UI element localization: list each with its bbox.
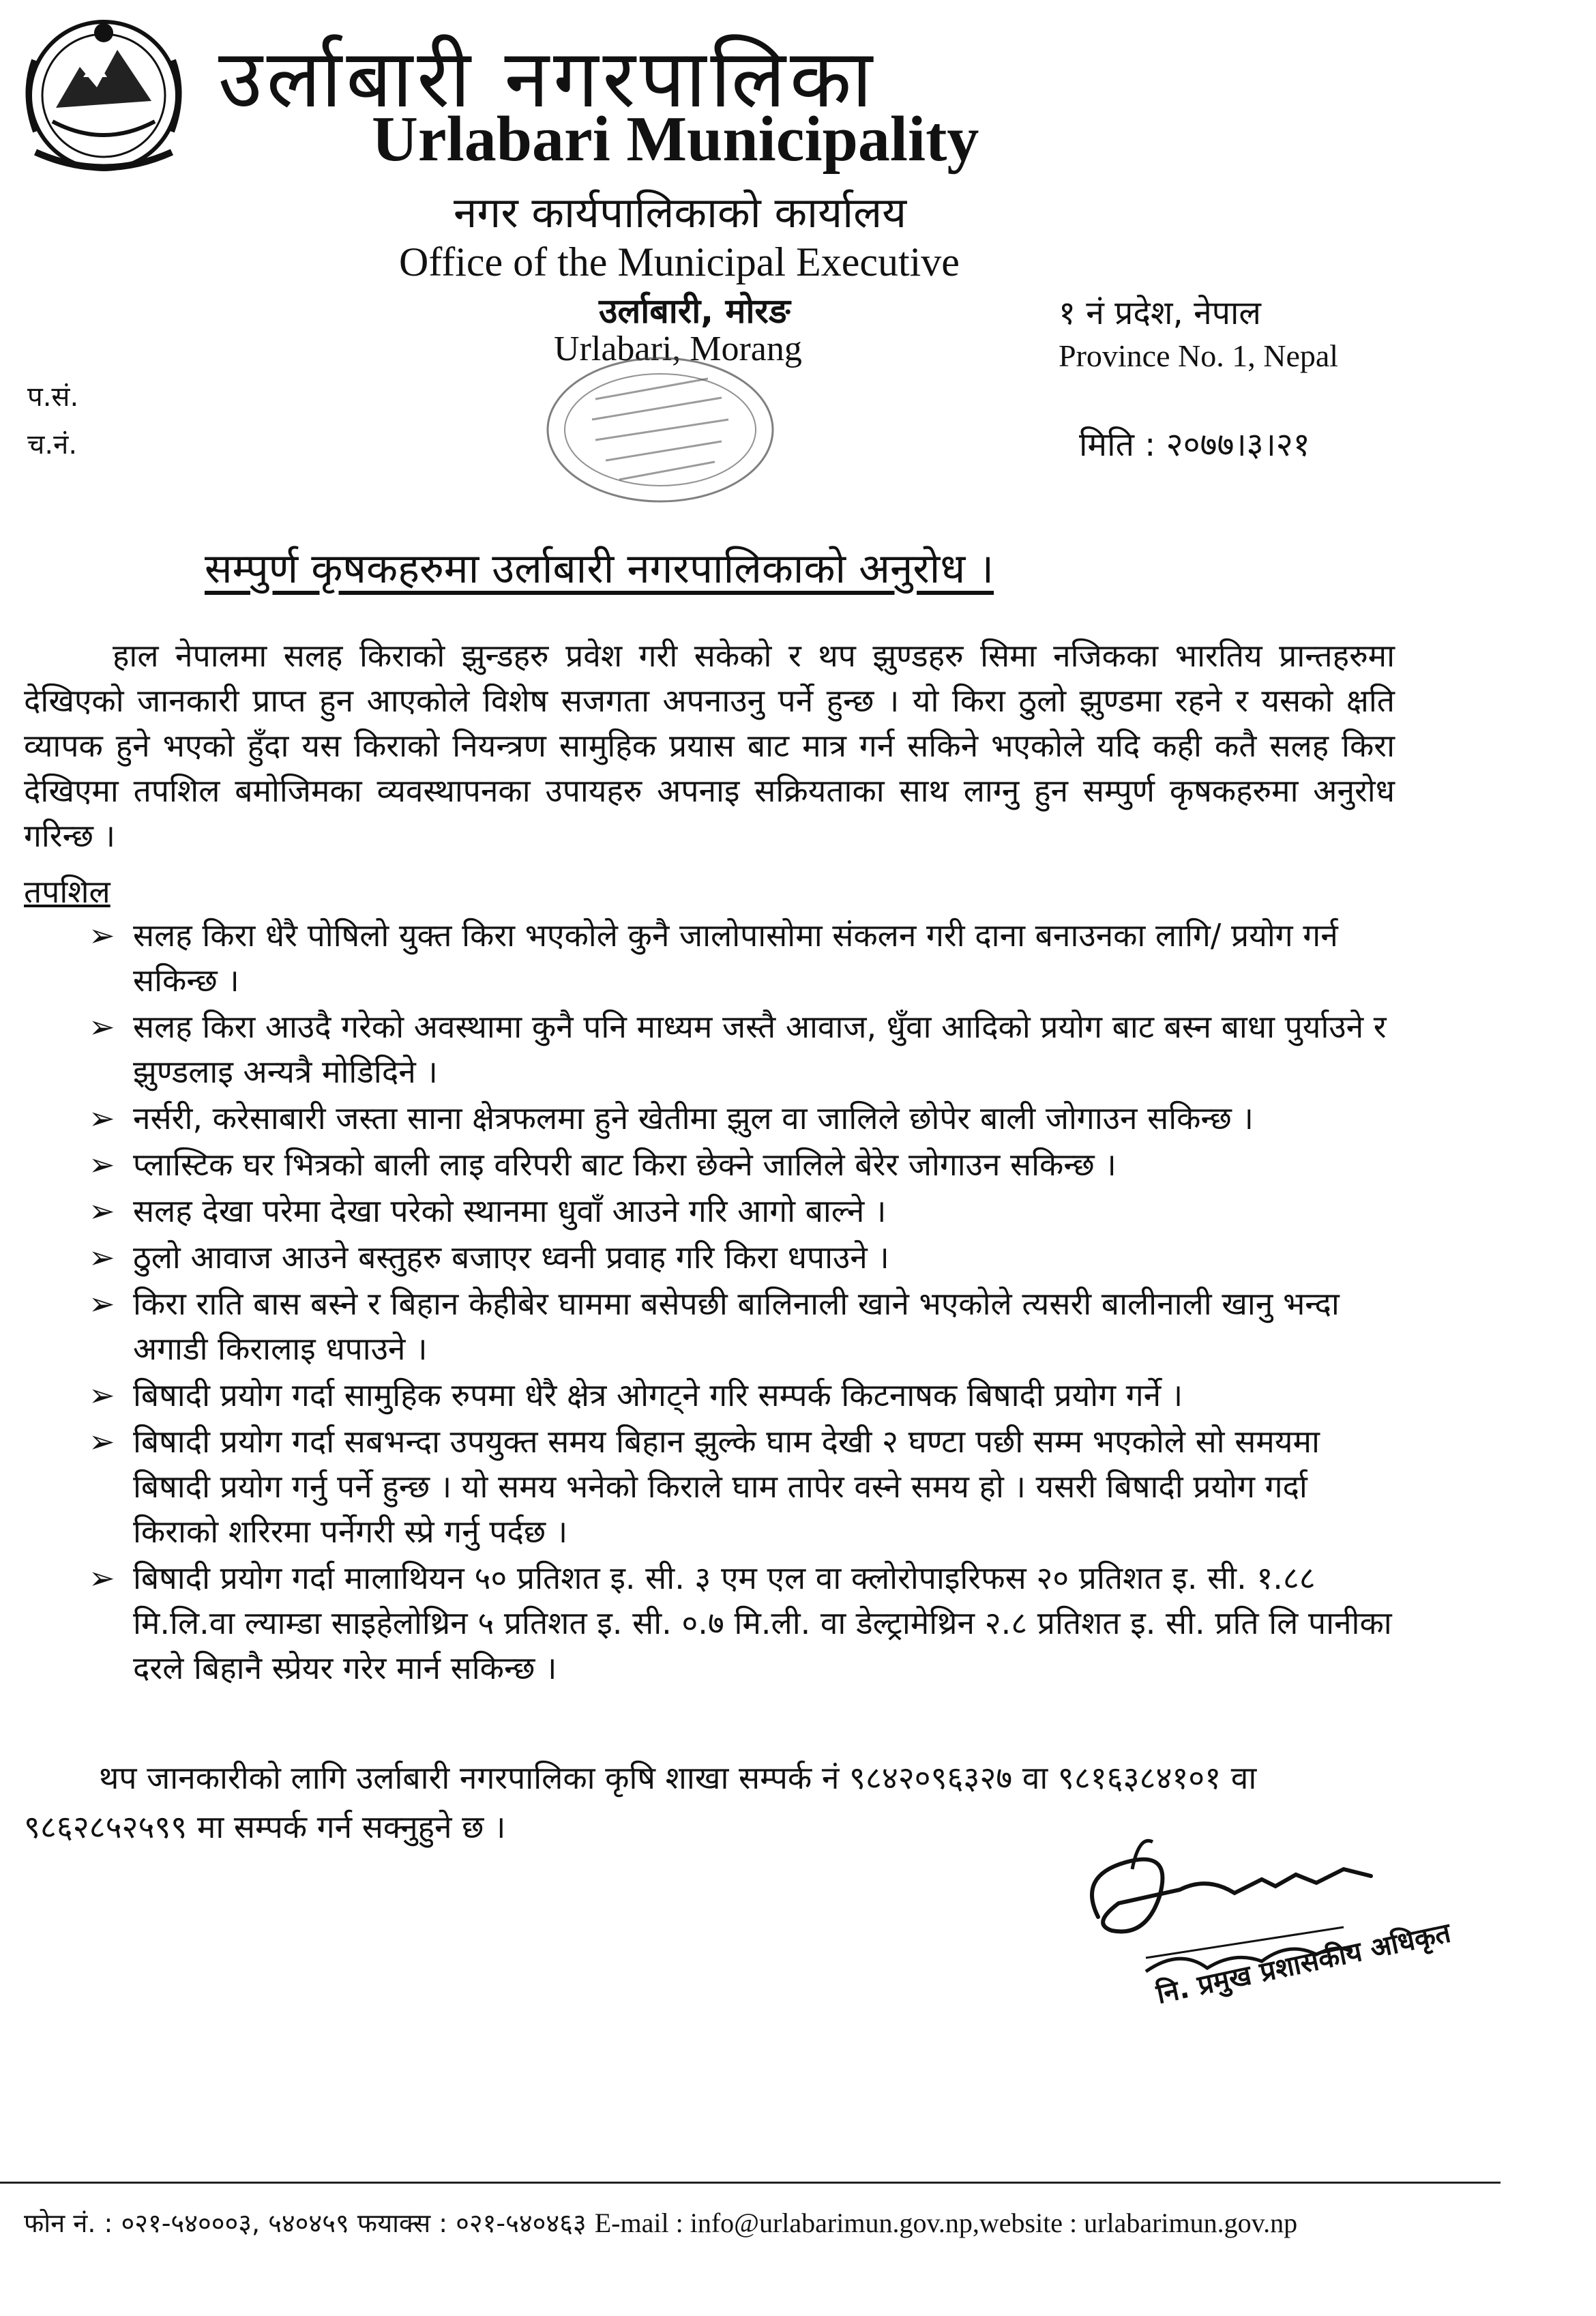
office-stamp [531, 345, 790, 515]
measure-text: सलह देखा परेमा देखा परेको स्थानमा धुवाँ आउने गरि आगो बाल्ने । [133, 1192, 887, 1229]
arrow-bullet-icon: ➢ [89, 1377, 115, 1413]
office-name-english: Office of the Municipal Executive [399, 239, 960, 284]
measure-text: सलह किरा धेरै पोषिलो युक्त किरा भएकोले कुनै जालोपासोमा संकलन गरी दाना बनाउनका लागि/ प्रयोग गर्न सकिन्छ । [133, 917, 1338, 999]
arrow-bullet-icon: ➢ [89, 1423, 115, 1460]
office-name-nepali: नगर कार्यपालिकाको कार्यालय [454, 188, 907, 237]
letter-date: मिति : २०७७।३।२१ [1079, 426, 1310, 464]
list-item [89, 1281, 1398, 1371]
list-item [89, 1555, 1398, 1690]
location-nepali: उर्लाबारी, मोरङ [599, 291, 790, 331]
province-english: Province No. 1, Nepal [1059, 338, 1339, 373]
arrow-bullet-icon: ➢ [89, 1239, 115, 1276]
list-item [89, 1004, 1398, 1094]
footer-email-website: E-mail : info@urlabarimun.gov.np,website : urlabarimun.gov.np [594, 2208, 1298, 2238]
list-item [89, 913, 1398, 1003]
measure-text: सलह किरा आउदै गरेको अवस्थामा कुनै पनि माध्यम जस्तै आवाज, धुँवा आदिको प्रयोग बाट बस्न बाधा पुर्याउने र झुण्डलाइ अन्यत्रै मोडिदिने । [133, 1008, 1387, 1090]
footer-phone: फोन नं. : ०२१-५४०००३, ५४०४५९ फयाक्स : ०२१-५४०४६३ [24, 2208, 587, 2238]
signatory-title: नि. प्रमुख प्रशासकीय अधिकृत [1153, 1917, 1454, 2010]
footer-divider [0, 2182, 1501, 2184]
municipality-name-english: Urlabari Municipality [372, 104, 979, 175]
arrow-bullet-icon: ➢ [89, 917, 115, 954]
location-english: Urlabari, Morang [554, 329, 802, 368]
arrow-bullet-icon: ➢ [89, 1100, 115, 1137]
measure-text: किरा राति बास बस्ने र बिहान केहीबेर घाममा बसेपछी बालिनाली खाने भएकोले त्यसरी बालीनाली खानु भन्दा अगाडी किरालाइ धपाउने । [133, 1285, 1340, 1367]
measures-list [89, 913, 1398, 1692]
arrow-bullet-icon: ➢ [89, 1192, 115, 1229]
contact-note: थप जानकारीको लागि उर्लाबारी नगरपालिका कृषि शाखा सम्पर्क नं ९८४२०९६३२७ वा ९८१६३८४१०१ वा ९८६२८५२५९९ मा सम्पर्क गर्न सक्नुहुने छ । [24, 1759, 1257, 1845]
arrow-bullet-icon: ➢ [89, 1285, 115, 1322]
details-heading: तपशिल [24, 873, 110, 910]
arrow-bullet-icon: ➢ [89, 1146, 115, 1183]
measure-text: प्लास्टिक घर भित्रको बाली लाइ वरिपरी बाट किरा छेक्ने जालिले बेरेर जोगाउन सकिन्छ । [133, 1146, 1117, 1183]
reference-number-label: प.सं. [27, 381, 79, 413]
nepal-emblem-logo [15, 12, 192, 186]
list-item [89, 1419, 1398, 1554]
province-nepali: १ नं प्रदेश, नेपाल [1059, 294, 1261, 332]
measure-text: बिषादी प्रयोग गर्दा मालाथियन ५० प्रतिशत इ. सी. ३ एम एल वा क्लोरोपाइरिफस २० प्रतिशत इ. सी. १.८८ मि.लि.वा ल्याम्डा साइहेलोथ्रिन ५ प्रतिशत इ. सी. ०.७ मि.ली. वा डेल्ट्रामेथ्रिन २.८ प्रतिशत इ. सी. प्रति लि पानीका दरले बिहानै स्प्रेयर गरेर मार्न सकिन्छ । [133, 1559, 1392, 1686]
list-item [89, 1235, 1398, 1280]
measure-text: नर्सरी, करेसाबारी जस्ता साना क्षेत्रफलमा हुने खेतीमा झुल वा जालिले छोपेर बाली जोगाउन सकिन्छ । [133, 1100, 1254, 1137]
arrow-bullet-icon: ➢ [89, 1008, 115, 1045]
dispatch-number-label: च.नं. [27, 429, 78, 460]
measure-text: बिषादी प्रयोग गर्दा सामुहिक रुपमा धेरै क्षेत्र ओगट्ने गरि सम्पर्क किटनाषक बिषादी प्रयोग गर्ने । [133, 1377, 1183, 1413]
footer-contact [24, 2205, 1297, 2240]
arrow-bullet-icon: ➢ [89, 1559, 115, 1596]
list-item [89, 1142, 1398, 1187]
measure-text: ठुलो आवाज आउने बस्तुहरु बजाएर ध्वनी प्रवाह गरि किरा धपाउने । [133, 1239, 889, 1276]
municipality-name-nepali: उर्लाबारी नगरपालिका [218, 31, 877, 126]
list-item [89, 1096, 1398, 1141]
list-item [89, 1188, 1398, 1233]
notice-title: सम्पुर्ण कृषकहरुमा उर्लाबारी नगरपालिकाको अनुरोध । [205, 545, 994, 593]
measure-text: बिषादी प्रयोग गर्दा सबभन्दा उपयुक्त समय बिहान झुल्के घाम देखी २ घण्टा पछी सम्म भएकोले सो समयमा बिषादी प्रयोग गर्नु पर्ने हुन्छ । यो समय भनेको किराले घाम तापेर वस्ने समय हो । यसरी बिषादी प्रयोग गर्दा किराको शरिरमा पर्नेगरी स्प्रे गर्नु पर्दछ । [133, 1423, 1320, 1550]
intro-paragraph: हाल नेपालमा सलह किराको झुन्डहरु प्रवेश गरी सकेको र थप झुण्डहरु सिमा नजिकका भारतिय प्रान्तहरुमा देखिएको जानकारी प्राप्त हुन आएकोले विशेष सजगता अपनाउनु पर्ने हुन्छ । यो किरा ठुलो झुण्डमा रहने र यसको क्षति व्यापक हुने भएको हुँदा यस किराको नियन्त्रण सामुहिक प्रयास बाट मात्र गर्न सकिने भएकोले यदि कही कतै सलह किरा देखिएमा तपशिल बमोजिमका व्यवस्थापनका उपायहरु अपनाइ सक्रियताका साथ लाग्नु हुन सम्पुर्ण कृषकहरुमा अनुरोध गरिन्छ । [24, 637, 1395, 854]
list-item [89, 1373, 1398, 1418]
